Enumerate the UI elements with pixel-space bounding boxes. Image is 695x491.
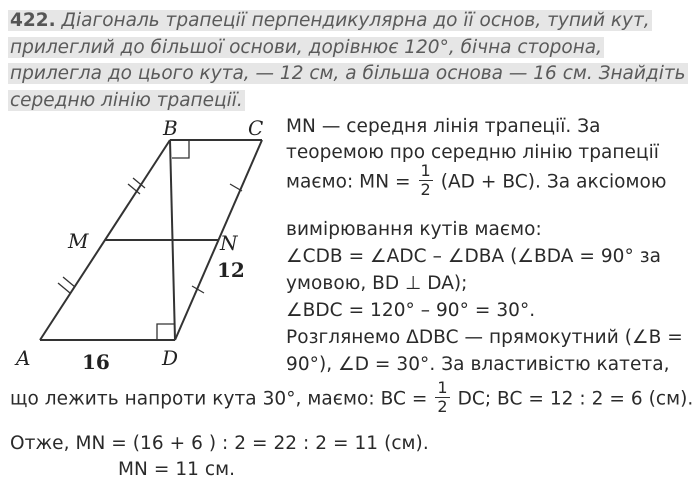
solution-line-10-end: DC; BC = 12 : 2 = 6 (см). (457, 388, 694, 410)
problem-text-line-1: Діагональ трапеції перпендикулярна до її основ, тупий кут, (61, 10, 650, 31)
fraction-numerator: 1 (420, 161, 431, 180)
solution-line-3 (286, 161, 667, 201)
solution-line-8: Розглянемо ΔDBC — прямокутний (∠B = (286, 327, 683, 348)
problem-statement (8, 8, 692, 114)
label-b: B (163, 116, 178, 140)
label-m: M (68, 229, 89, 253)
solution-line-2: теоремою про середню лінію трапеції (286, 142, 659, 163)
fraction-one-half (419, 162, 433, 199)
solution-line-4: вимірювання кутів маємо: (286, 219, 542, 240)
solution-line-3-end: (AD + BC). За аксіомою (440, 171, 667, 193)
tick-cn (230, 184, 242, 191)
solution-line-7: ∠BDC = 120° – 90° = 30°. (286, 300, 536, 321)
trapezoid-figure (0, 108, 290, 378)
solution-line-9: 90°), ∠D = 30°. За властивістю катета, (286, 354, 670, 375)
solution-answer: MN = 11 см. (118, 459, 236, 480)
label-d: D (162, 346, 179, 370)
tick-am-2 (63, 277, 75, 287)
solution-line-11: Отже, MN = (16 + 6 ) : 2 = 22 : 2 = 11 (см). (10, 433, 429, 454)
fraction-denominator-2: 2 (437, 397, 448, 416)
base-length-label: 16 (82, 350, 110, 374)
right-angle-mark-d (157, 324, 175, 340)
tick-am-1 (58, 283, 70, 293)
label-c: C (248, 116, 264, 140)
label-n: N (220, 231, 238, 255)
fraction-denominator: 2 (420, 180, 431, 199)
solution-line-6: умовою, BD ⊥ DA); (286, 273, 468, 294)
problem-text-line-4: середню лінію трапеції. (10, 89, 243, 111)
problem-text-line-2: прилеглий до більшої основи, дорівнює 120°, бічна сторона, (10, 36, 603, 58)
fraction-numerator-2: 1 (437, 378, 448, 397)
solution-line-10 (10, 378, 694, 418)
solution-line-3-start: маємо: MN = (286, 171, 411, 193)
problem-text-line-3: прилегла до цього кута, — 12 см, а більша основа — 16 см. Знайдіть (10, 63, 686, 85)
fraction-one-half-2 (435, 379, 449, 416)
right-angle-mark-b (172, 140, 189, 158)
label-a: A (16, 346, 31, 370)
solution-line-1: MN — середня лінія трапеції. За (286, 116, 601, 137)
solution-line-5: ∠CDB = ∠ADC – ∠DBA (∠BDA = 90° за (286, 246, 662, 267)
problem-number: 422. (10, 10, 56, 31)
solution-line-10-start: що лежить напроти кута 30°, маємо: BC = (10, 388, 428, 410)
side-length-label: 12 (217, 258, 245, 282)
